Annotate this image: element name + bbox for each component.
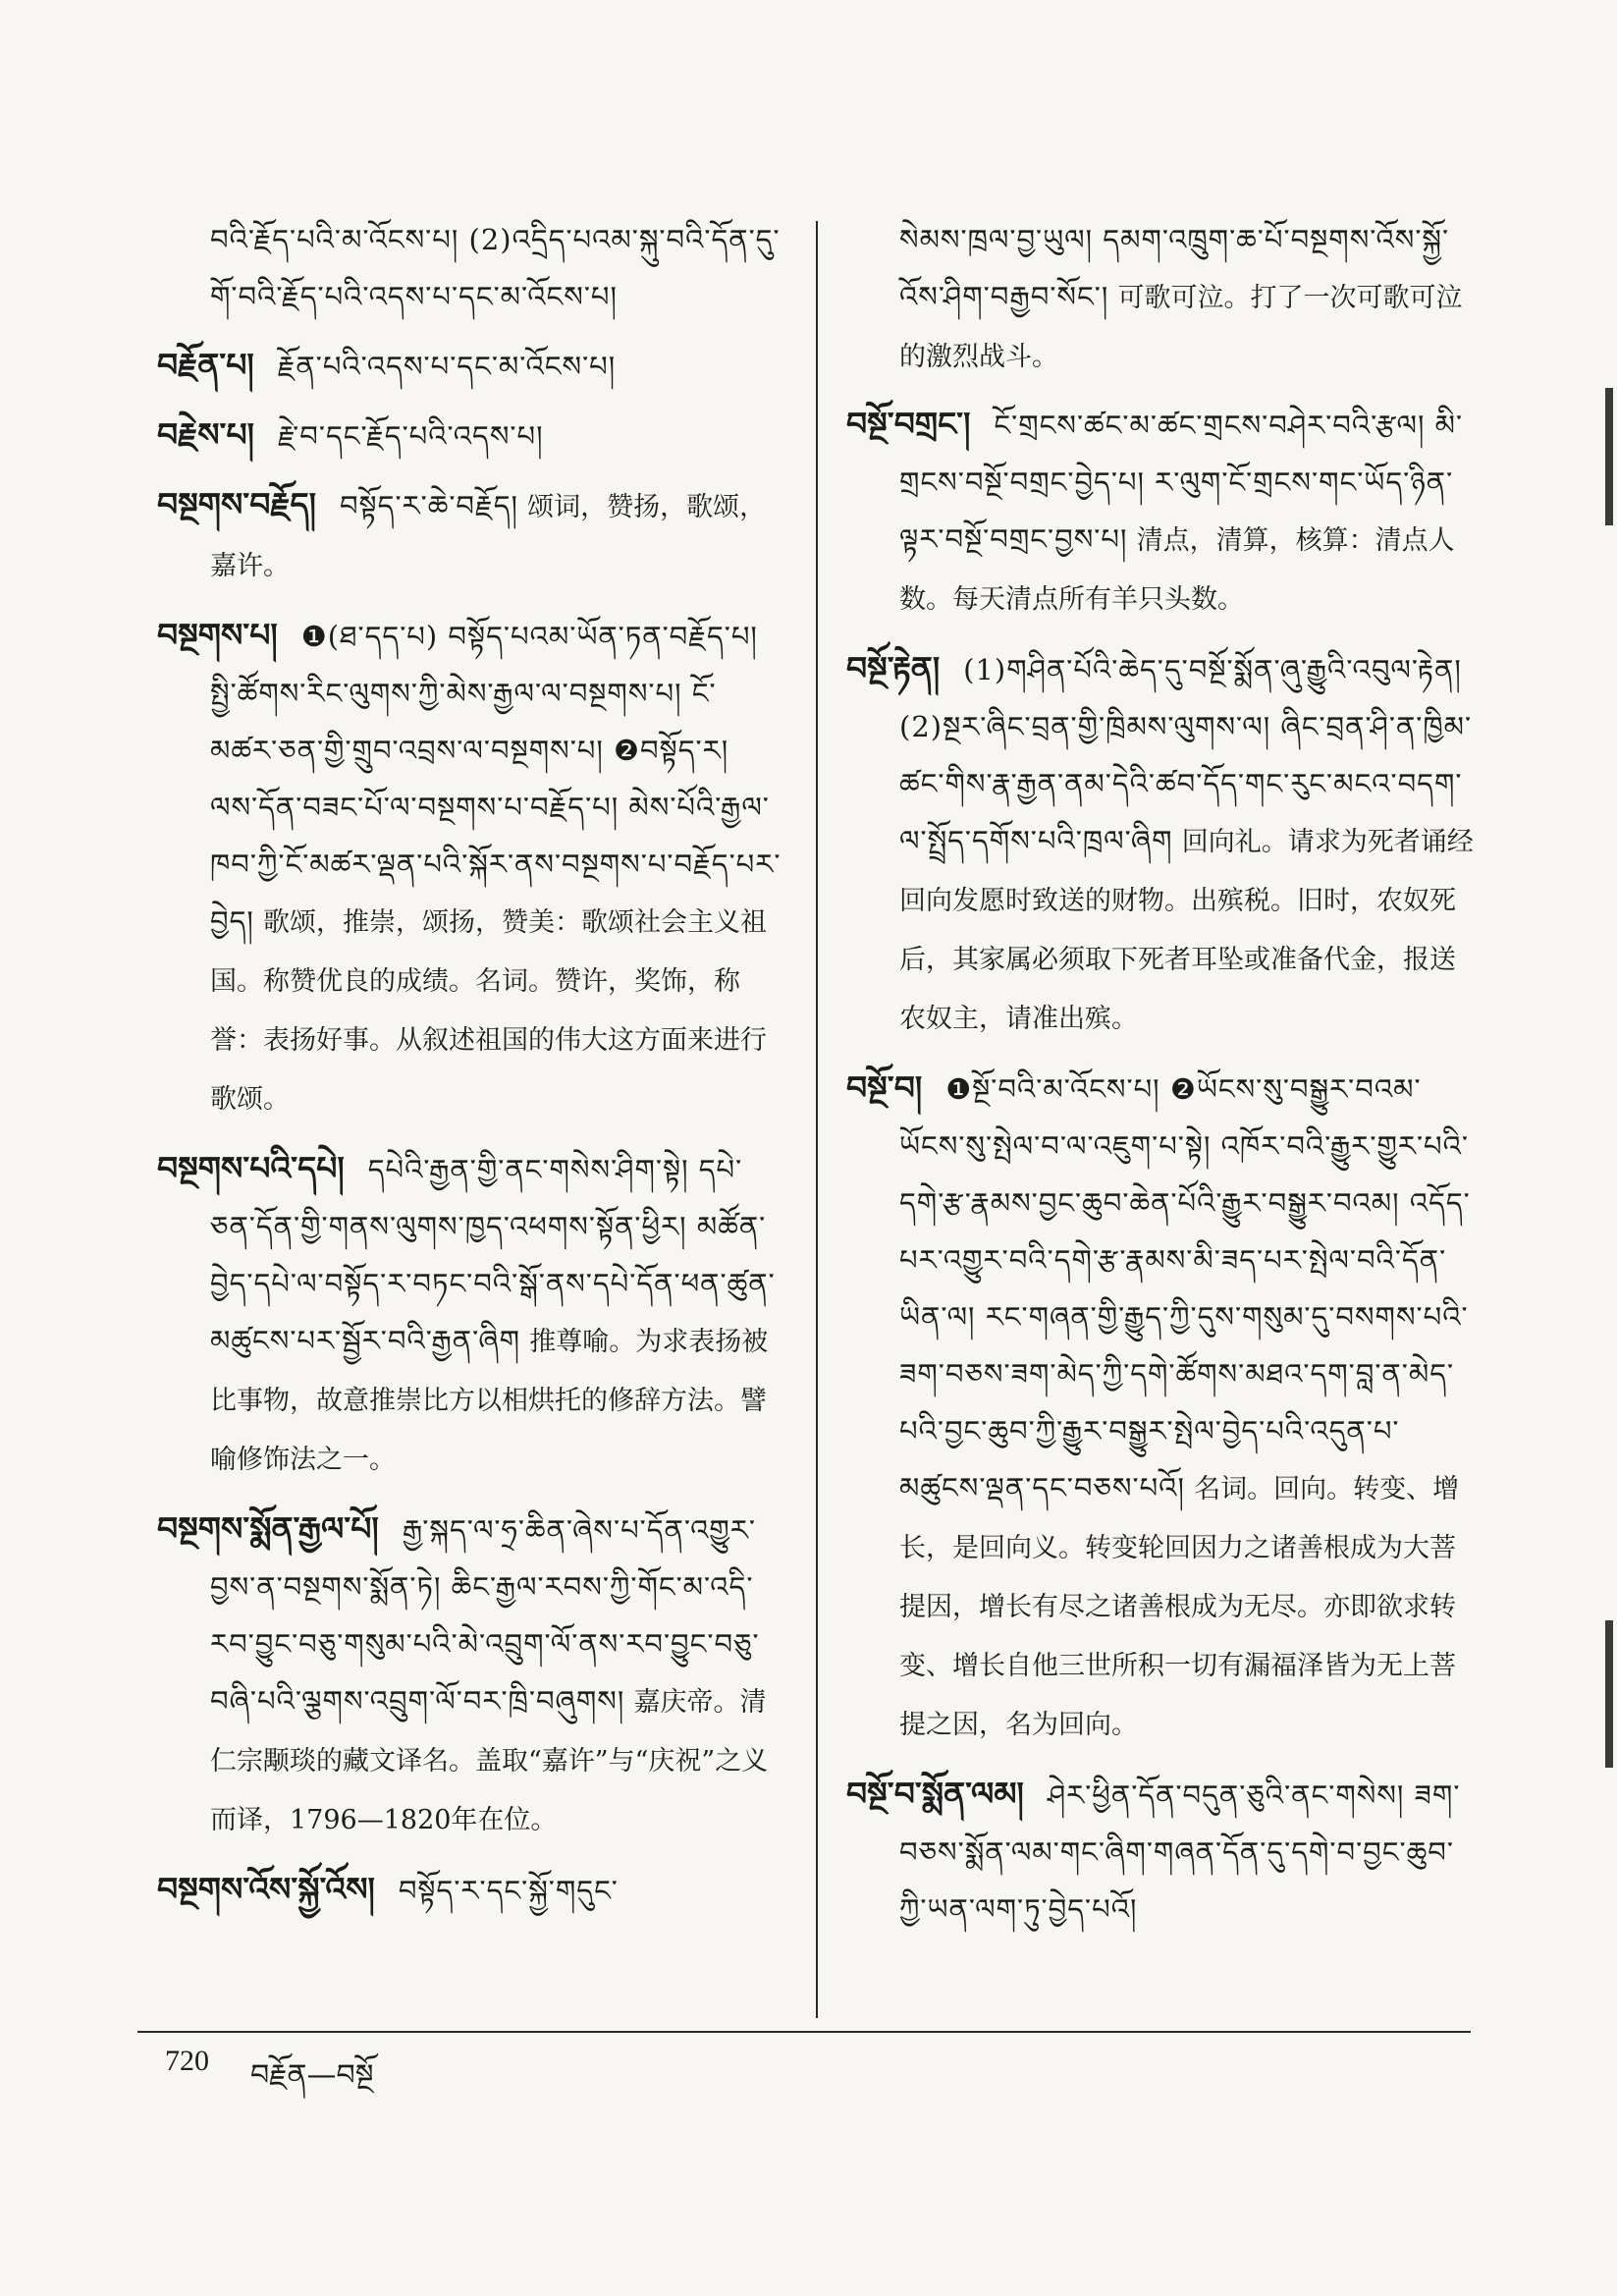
tibetan-definition: ཤེར་ཕྱིན་དོན་བདུན་ཅུའི་ནང་གསེས། ཟག་བཅས་སྨོན་ལམ་གང་ཞིག་གཞན་དོན་དུ་དགེ་བ་བྱང་ཆུབ་ཀྱི་ཡན་ལག་ཏུ་བྱེད་པའོ།	[899, 1778, 1461, 1926]
chinese-definition: 名词。回向。转变、增长，是回向义。转变轮回因力之诸善根成为大菩提因，增长有尽之诸善根成为无尽。亦即欲求转变、增长自他三世所积一切有漏福泽皆为无上菩提之因，名为回向。	[899, 1474, 1460, 1740]
tibetan-definition: བསྟོད་ར་ཆེ་བརྗོད།	[339, 489, 518, 522]
headword: བསྔོ་བ།	[846, 1068, 923, 1107]
chinese-definition: 歌颂，推崇，颂扬，赞美：歌颂社会主义祖国。称赞优良的成绩。名词。赞许，奖饰，称誉：表扬好事。从叙述祖国的伟大这方面来进行歌颂。	[210, 907, 768, 1115]
column-divider	[816, 221, 818, 2018]
headword: བརྗེས་པ།	[157, 415, 254, 454]
dictionary-entry	[846, 1060, 1475, 1754]
dictionary-entry	[846, 640, 1475, 1048]
tibetan-definition: བསྟོད་ར་དང་སྐྱོ་གདུང་	[398, 1874, 619, 1907]
headword: བསྔོ་རྟེན།	[846, 649, 941, 687]
dictionary-entry	[157, 476, 783, 595]
chinese-definition: 推尊喻。为求表扬被比事物，故意推崇比方以相烘托的修辞方法。譬喻修饰法之一。	[210, 1327, 769, 1475]
chinese-definition: 嘉庆帝。清仁宗颙琰的藏文译名。盖取“嘉许”与“庆祝”之义而译，1796—1820年在位。	[210, 1687, 769, 1835]
dictionary-entry	[157, 1501, 783, 1849]
tibetan-definition: དཔེའི་རྒྱན་གྱི་ནང་གསེས་ཤིག་སྟེ། དཔེ་ཅན་དོན་གྱི་གནས་ལུགས་ཁྱད་འཕགས་སྟོན་ཕྱིར། མཚོན་བྱེད་དཔེ་ལ་བསྟོད་ར་བཏང་བའི་སྒོ་ནས་དཔེ་དོན་ཕན་ཚུན་མཚུངས་པར་སྦྱོར་བའི་རྒྱན་ཞིག	[210, 1153, 776, 1357]
headword: བསྔགས་འོས་སྐྱོ་འོས།	[157, 1870, 375, 1908]
tibetan-definition: ❶(ཐ་དད་པ) བསྟོད་པའམ་ཡོན་ཏན་བརྗོད་པ། སྤྱི་ཚོགས་རིང་ལུགས་ཀྱི་མེས་རྒྱལ་ལ་བསྔགས་པ། ངོ་མཚར་ཅན་གྱི་གྲུབ་འབྲས་ལ་བསྔགས་པ། ❷བསྟོད་ར། ལས་དོན་བཟང་པོ་ལ་བསྔགས་པ་བརྗོད་པ། མེས་པོའི་རྒྱལ་ཁབ་ཀྱི་ངོ་མཚར་ལྡན་པའི་སྐོར་ནས་བསྔགས་པ་བརྗོད་པར་བྱེད།	[210, 620, 782, 938]
chinese-definition: 颂词，赞扬，歌颂，嘉许。	[210, 492, 767, 581]
headword: བསྔོ་བགྲང་།	[846, 405, 971, 443]
page-headword-range: བརྗོན—བསྔོ	[250, 2058, 374, 2093]
left-column	[157, 211, 783, 2011]
scan-edge-mark	[1605, 388, 1613, 525]
dictionary-entry	[157, 607, 783, 1128]
tibetan-definition: རྗོན་པའི་འདས་པ་དང་མ་འོངས་པ།	[277, 350, 617, 383]
tibetan-definition: (1)གཤིན་པོའི་ཆེད་དུ་བསྔོ་སྨོན་ཞུ་རྒྱུའི་འབུལ་རྟེན། (2)སྔར་ཞིང་བྲན་གྱི་ཁྲིམས་ལུགས་ལ། ཞིང་བྲན་ཤི་ན་ཁྱིམ་ཚང་གིས་རྣ་རྒྱན་ནམ་དེའི་ཚབ་དོད་གང་རུང་མངའ་བདག་ལ་སྤྲོད་དགོས་པའི་ཁྲལ་ཞིག	[899, 653, 1473, 857]
chinese-definition: 清点，清算，核算：清点人数。每天清点所有羊只头数。	[899, 525, 1455, 615]
dictionary-entry	[157, 1140, 783, 1489]
dictionary-entry	[157, 407, 783, 465]
scan-edge-mark	[1605, 1620, 1613, 1768]
continuation-text: བའི་རྗོད་པའི་མ་འོངས་པ། (2)འདྲིད་པའམ་སྐུ་བའི་དོན་དུ་གོ་བའི་རྗོད་པའི་འདས་པ་དང་མ་འོངས་པ།	[210, 223, 781, 313]
continuation-text: སེམས་ཁྲལ་བྱ་ཡུལ། དམག་འཁྲུག་ཆ་པོ་བསྔགས་འོས་སྐྱོ་འོས་ཤིག་བརྒྱབ་སོང་། 可歌可泣。打了一次可歌可泣的激烈战斗。	[899, 223, 1463, 372]
headword: བསྔགས་བརྗོད།	[157, 485, 316, 523]
right-column	[846, 211, 1475, 2011]
tibetan-definition: རྗེ་བ་དང་རྗོད་པའི་འདས་པ།	[277, 419, 544, 453]
dictionary-entry	[846, 396, 1475, 629]
headword: བསྔགས་པའི་དཔེ།	[157, 1149, 345, 1187]
tibetan-definition: ངོ་གྲངས་ཚང་མ་ཚང་གྲངས་བཤེར་བའི་རྩལ། མི་གྲངས་བསྔོ་བགྲང་བྱེད་པ། ར་ལུག་ངོ་གྲངས་གང་ཡོད་ཉིན་ལྟར་བསྔོ་བགྲང་བྱས་པ།	[899, 409, 1464, 556]
headword: བརྗོན་པ།	[157, 346, 254, 384]
headword: བསྔགས་པ།	[157, 616, 278, 654]
chinese-definition: 回向礼。请求为死者诵经回向发愿时致送的财物。出殡税。旧时，农奴死后，其家属必须取下死者耳坠或准备代金，报送农奴主，请准出殡。	[899, 827, 1474, 1034]
tibetan-definition: ❶སྔོ་བའི་མ་འོངས་པ། ❷ཡོངས་སུ་བསྒྱུར་བའམ་ཡོངས་སུ་སྤེལ་བ་ལ་འཇུག་པ་སྟེ། འཁོར་བའི་རྒྱུར་གྱུར་པའི་དགེ་རྩ་རྣམས་བྱང་ཆུབ་ཆེན་པོའི་རྒྱུར་བསྒྱུར་བའམ། འདོད་པར་འགྱུར་བའི་དགེ་རྩ་རྣམས་མི་ཟད་པར་སྤེལ་བའི་དོན་ཡིན་ལ། རང་གཞན་གྱི་རྒྱུད་ཀྱི་དུས་གསུམ་དུ་བསགས་པའི་ཟག་བཅས་ཟག་མེད་ཀྱི་དགེ་ཚོགས་མཐའ་དག་བླ་ན་མེད་པའི་བྱང་ཆུབ་ཀྱི་རྒྱུར་བསྒྱུར་སྤེལ་བྱེད་པའི་འདུན་པ་མཚུངས་ལྡན་དང་བཅས་པའོ།	[899, 1072, 1471, 1504]
dictionary-entry	[157, 337, 783, 395]
page-number: 720	[165, 2045, 209, 2077]
headword: བསྔོ་བ་སྨོན་ལམ།	[846, 1775, 1024, 1813]
tibetan-definition: རྒྱ་སྐད་ལ་ཧྲ་ཆིན་ཞེས་པ་དོན་འགྱུར་བྱས་ན་བསྔགས་སྨོན་ཏེ། ཆིང་རྒྱལ་རབས་ཀྱི་གོང་མ་འདི་རབ་བྱུང་བཅུ་གསུམ་པའི་མེ་འབྲུག་ལོ་ནས་རབ་བྱུང་བཅུ་བཞི་པའི་ལྕགས་འབྲུག་ལོ་བར་ཁྲི་བཞུགས།	[210, 1513, 760, 1718]
headword: བསྔགས་སྨོན་རྒྱལ་པོ།	[157, 1509, 379, 1548]
dictionary-entry	[157, 1861, 783, 1919]
dictionary-entry	[846, 1766, 1475, 1938]
footer-divider	[137, 2031, 1471, 2033]
